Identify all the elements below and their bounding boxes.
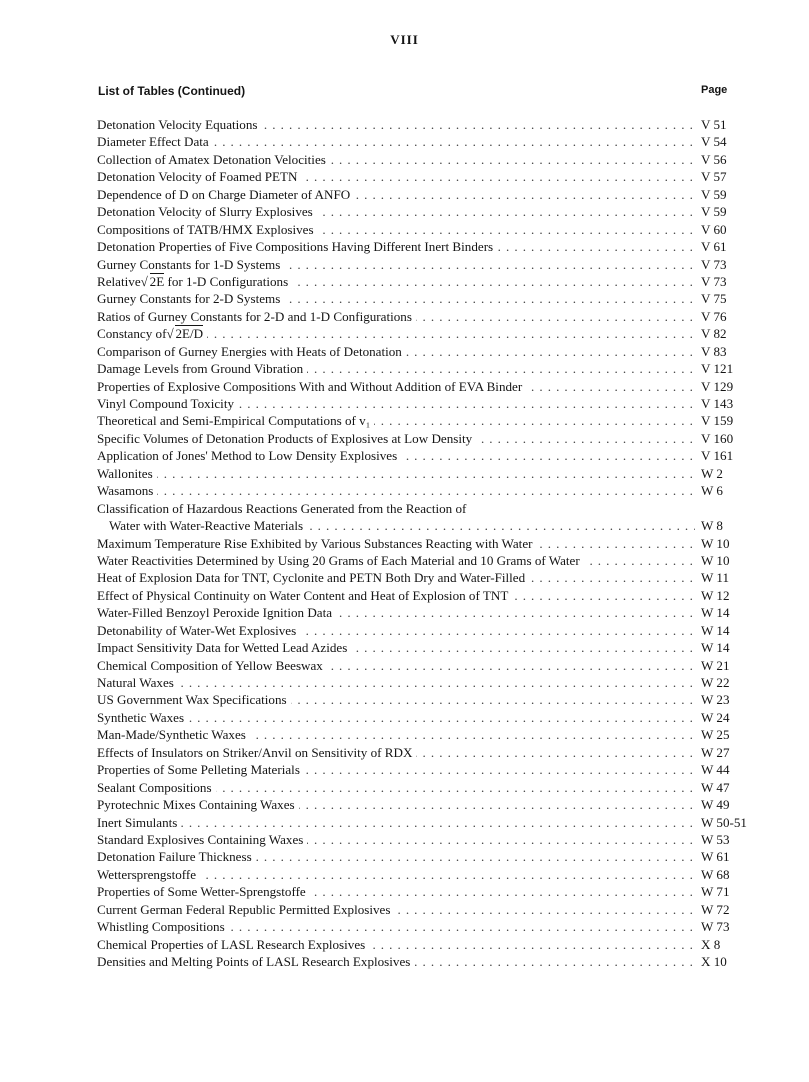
entry-title [97, 308, 695, 325]
list-item [97, 761, 747, 778]
list-item [97, 674, 747, 691]
entry-page: V 160 [701, 430, 734, 446]
entry-page: V 76 [701, 308, 727, 324]
entry-title-text: Gurney Constants for 2-D Systems [97, 291, 284, 306]
entry-page: X 8 [701, 936, 721, 952]
entry-page: V 60 [701, 221, 727, 237]
entry-title [97, 203, 695, 220]
table-list [97, 116, 747, 970]
entry-title [97, 674, 695, 691]
entry-title-text: Densities and Melting Points of LASL Research Explosives [97, 954, 414, 969]
entry-title [97, 848, 695, 865]
list-item [97, 569, 747, 586]
entry-title-text: Ratios of Gurney Constants for 2-D and 1-D Configurations [97, 309, 416, 324]
entry-title [109, 517, 695, 534]
entry-page: W 14 [701, 640, 730, 656]
entry-title [97, 569, 695, 586]
entry-page: V 83 [701, 343, 727, 359]
entry-title-text: Effects of Insulators on Striker/Anvil on Sensitivity of RDX [97, 745, 416, 760]
entry-title [97, 796, 695, 813]
list-item [97, 918, 747, 935]
entry-page: V 59 [701, 186, 727, 202]
entry-title-text: Wasamons [97, 483, 157, 498]
list-item [97, 901, 747, 918]
entry-title-text: Wallonites [97, 466, 157, 481]
list-item [97, 848, 747, 865]
list-item [97, 290, 747, 307]
entry-page: V 159 [701, 413, 734, 429]
entry-page: W 23 [701, 692, 730, 708]
list-item [97, 325, 747, 342]
entry-title [97, 447, 695, 464]
entry-title [97, 883, 695, 900]
list-item [97, 447, 747, 464]
list-header [98, 84, 730, 100]
entry-page: V 59 [701, 204, 727, 220]
entry-title [97, 587, 695, 604]
entry-title [97, 552, 695, 569]
entry-page: W 24 [701, 709, 730, 725]
entry-title [97, 430, 695, 447]
list-title: List of Tables (Continued) [98, 84, 246, 98]
entry-title [97, 901, 695, 918]
entry-page: W 21 [701, 657, 730, 673]
entry-title [97, 482, 695, 499]
entry-page: W 14 [701, 622, 730, 638]
entry-title-text: Detonation Failure Thickness [97, 849, 256, 864]
list-item [97, 814, 747, 831]
entry-title-text: Gurney Constants for 1-D Systems [97, 257, 284, 272]
entry-page: V 75 [701, 291, 727, 307]
entry-title [97, 639, 695, 656]
entry-title-text: Detonation Properties of Five Compositions Having Different Inert Binders [97, 239, 497, 254]
entry-title [97, 622, 695, 639]
entry-title [97, 343, 695, 360]
list-item [97, 343, 747, 360]
list-item [97, 691, 747, 708]
list-item [97, 412, 747, 429]
entry-page: W 61 [701, 849, 730, 865]
list-item [97, 500, 747, 517]
list-item [97, 726, 747, 743]
list-item [97, 535, 747, 552]
entry-page: W 68 [701, 866, 730, 882]
list-item [97, 587, 747, 604]
entry-title-text: Detonability of Water-Wet Explosives [97, 623, 300, 638]
entry-title-text: Classification of Hazardous Reactions Generated from the Reaction of [97, 501, 470, 516]
list-item [97, 221, 747, 238]
entry-title [97, 831, 695, 848]
entry-title-text: Whistling Compositions [97, 919, 229, 934]
entry-page: W 10 [701, 535, 730, 551]
entry-page: V 161 [701, 448, 734, 464]
list-item [97, 256, 747, 273]
list-item [97, 866, 747, 883]
entry-page: W 73 [701, 919, 730, 935]
list-item [97, 360, 747, 377]
entry-page: W 2 [701, 465, 723, 481]
entry-title-suffix: for 1-D Configurations [164, 273, 289, 289]
entry-title-text: Properties of Explosive Compositions With and Without Addition of EVA Binder [97, 379, 526, 394]
entry-page: W 8 [701, 518, 723, 534]
entry-page: W 53 [701, 831, 730, 847]
page-number: VIII [390, 32, 419, 47]
list-item [97, 151, 747, 168]
list-item [97, 604, 747, 621]
entry-title [97, 256, 695, 273]
list-item [97, 465, 747, 482]
entry-page: W 71 [701, 884, 730, 900]
entry-page: V 121 [701, 361, 734, 377]
entry-title-text: Diameter Effect Data [97, 134, 213, 149]
entry-page: V 57 [701, 169, 727, 185]
entry-title [97, 465, 695, 482]
entry-title [97, 866, 695, 883]
entry-page: W 27 [701, 744, 730, 760]
entry-page: V 51 [701, 117, 727, 132]
entry-title [97, 360, 695, 377]
entry-title [97, 378, 695, 395]
entry-title [97, 709, 695, 726]
entry-page: W 49 [701, 797, 730, 813]
list-item [97, 779, 747, 796]
entry-title [97, 604, 695, 621]
entry-page: W 10 [701, 552, 730, 568]
entry-page: V 54 [701, 134, 727, 150]
page-column-label: Page [701, 84, 728, 96]
entry-title-text: Impact Sensitivity Data for Wetted Lead Azides [97, 640, 351, 655]
entry-title [97, 936, 695, 953]
entry-title-text [97, 326, 207, 341]
radicand: 2E [149, 273, 165, 289]
entry-title-text: Sealant Compositions [97, 780, 216, 795]
list-item [97, 883, 747, 900]
entry-title [97, 500, 695, 517]
entry-title-text: Detonation Velocity of Slurry Explosives [97, 204, 317, 219]
entry-title-text: Collection of Amatex Detonation Velocities [97, 152, 330, 167]
entry-title [97, 657, 695, 674]
list-item [97, 622, 747, 639]
entry-title [97, 290, 695, 307]
entry-title-text: Properties of Some Pelleting Materials [97, 762, 304, 777]
list-item [97, 378, 747, 395]
entry-title-text: Inert Simulants [97, 815, 181, 830]
list-item [97, 430, 747, 447]
entry-page: W 6 [701, 483, 723, 499]
entry-title-text: Water Reactivities Determined by Using 20 Grams of Each Material and 10 Grams of Water [97, 553, 584, 568]
entry-title [97, 325, 695, 342]
square-root-symbol [166, 325, 203, 342]
list-item [97, 133, 747, 150]
entry-title-text: Detonation Velocity Equations [97, 117, 262, 132]
entry-title-text: Man-Made/Synthetic Waxes [97, 727, 250, 742]
entry-title-text [97, 274, 292, 289]
entry-title-text: Damage Levels from Ground Vibration [97, 361, 307, 376]
list-item [97, 796, 747, 813]
entry-title-text: Pyrotechnic Mixes Containing Waxes [97, 797, 299, 812]
entry-title-prefix: Constancy of [97, 326, 167, 342]
entry-title-text: Dependence of D on Charge Diameter of ANFO [97, 187, 354, 202]
list-item [97, 709, 747, 726]
entry-title-text: US Government Wax Specifications [97, 692, 291, 707]
entry-title-text: Current German Federal Republic Permitted Explosives [97, 902, 394, 917]
entry-page: V 143 [701, 396, 734, 411]
entry-title-text: Theoretical and Semi-Empirical Computations of v₁ [97, 413, 374, 428]
list-item [97, 517, 747, 534]
entry-page: W 22 [701, 675, 730, 690]
entry-title-text: Natural Waxes [97, 675, 178, 690]
entry-title [97, 133, 695, 150]
entry-page: W 12 [701, 587, 730, 603]
entry-title [97, 779, 695, 796]
entry-title-text: Compositions of TATB/HMX Explosives [97, 222, 318, 237]
entry-page: X 10 [701, 954, 727, 969]
entry-title [97, 744, 695, 761]
entry-title [97, 918, 695, 935]
entry-title [97, 412, 695, 429]
entry-page: V 56 [701, 151, 727, 167]
entry-title-text: Application of Jones' Method to Low Density Explosives [97, 448, 401, 463]
list-item [97, 273, 747, 290]
entry-title [97, 116, 695, 133]
entry-title [97, 814, 695, 831]
entry-title-text: Heat of Explosion Data for TNT, Cyclonite and PETN Both Dry and Water-Filled [97, 570, 529, 585]
entry-page: W 11 [701, 570, 730, 586]
list-item [97, 936, 747, 953]
entry-title-text: Detonation Velocity of Foamed PETN [97, 169, 302, 184]
square-root-symbol [141, 273, 165, 290]
list-item [97, 308, 747, 325]
entry-title [97, 186, 695, 203]
entry-title [97, 238, 695, 255]
entry-title-text: Synthetic Waxes [97, 710, 188, 725]
entry-title-text: Effect of Physical Continuity on Water Content and Heat of Explosion of TNT [97, 588, 512, 603]
entry-page: V 61 [701, 239, 727, 255]
entry-page: W 44 [701, 762, 730, 778]
list-item [97, 639, 747, 656]
entry-title [97, 168, 695, 185]
entry-title-text: Comparison of Gurney Energies with Heats of Detonation [97, 344, 406, 359]
list-item [97, 482, 747, 499]
entry-page: W 14 [701, 605, 730, 621]
entry-title [97, 953, 695, 970]
entry-page: V 82 [701, 326, 727, 342]
entry-title [97, 535, 695, 552]
list-item [97, 831, 747, 848]
entry-title-text: Specific Volumes of Detonation Products of Explosives at Low Density [97, 431, 476, 446]
list-item [97, 238, 747, 255]
entry-title-text: Maximum Temperature Rise Exhibited by Various Substances Reacting with Water [97, 536, 537, 551]
entry-title [97, 726, 695, 743]
entry-title-prefix: Relative [97, 273, 141, 289]
entry-title [97, 221, 695, 238]
entry-title-text: Standard Explosives Containing Waxes [97, 832, 307, 847]
entry-title [97, 395, 695, 412]
entry-title-text: Vinyl Compound Toxicity [97, 396, 238, 411]
entry-page: W 50-51 [701, 814, 747, 830]
entry-page: V 129 [701, 378, 734, 394]
list-item [97, 744, 747, 761]
list-item [97, 395, 747, 412]
entry-title-text: Water with Water-Reactive Materials [109, 518, 307, 533]
entry-title-text: Properties of Some Wetter-Sprengstoffe [97, 884, 310, 899]
entry-page: V 73 [701, 273, 727, 289]
list-item [97, 203, 747, 220]
entry-page: V 73 [701, 256, 727, 272]
entry-page: W 47 [701, 779, 730, 795]
entry-title [97, 691, 695, 708]
list-item [97, 116, 747, 133]
list-item [97, 657, 747, 674]
entry-title-text: Chemical Composition of Yellow Beeswax [97, 658, 327, 673]
entry-page: W 72 [701, 901, 730, 917]
entry-title [97, 273, 695, 290]
entry-title [97, 151, 695, 168]
entry-page: W 25 [701, 727, 730, 743]
entry-title-text: Chemical Properties of LASL Research Explosives [97, 937, 369, 952]
list-item [97, 186, 747, 203]
list-item [97, 168, 747, 185]
entry-title-text: Water-Filled Benzoyl Peroxide Ignition Data [97, 605, 336, 620]
entry-title-text: Wettersprengstoffe [97, 867, 200, 882]
entry-title [97, 761, 695, 778]
list-item [97, 953, 747, 970]
list-item [97, 552, 747, 569]
radicand: 2E/D [175, 326, 204, 342]
